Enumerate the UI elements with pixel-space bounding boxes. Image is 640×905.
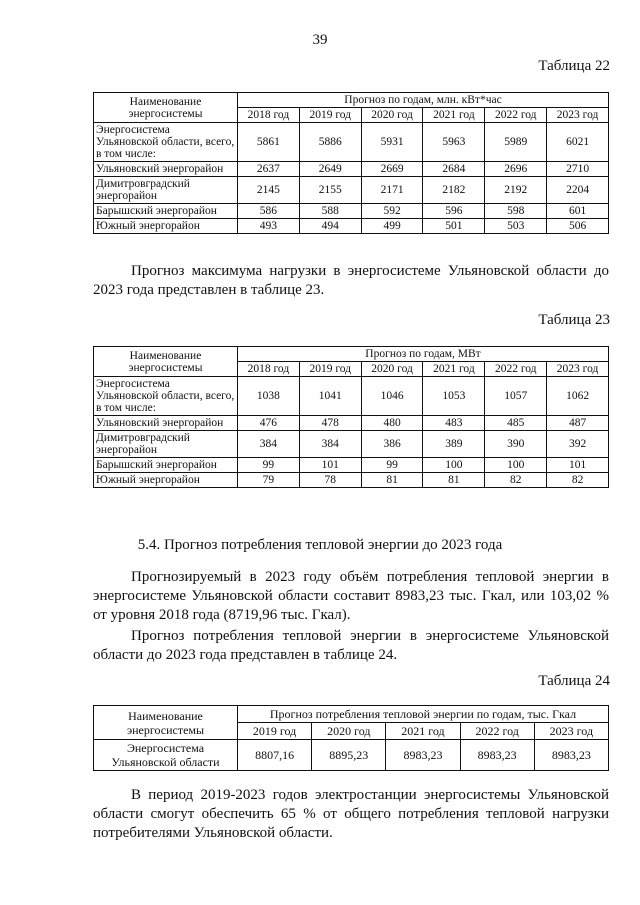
cell: 384 — [299, 431, 361, 458]
cell: 506 — [547, 219, 609, 234]
table-row — [94, 416, 609, 431]
table-row — [94, 204, 609, 219]
cell: 5861 — [238, 123, 300, 162]
cell: 480 — [361, 416, 423, 431]
table-row — [94, 219, 609, 234]
table-22 — [93, 92, 609, 234]
table-24 — [93, 705, 609, 771]
table-row — [94, 431, 609, 458]
cell: 503 — [485, 219, 547, 234]
cell: 392 — [547, 431, 609, 458]
table-22-group-header: Прогноз по годам, млн. кВт*час — [238, 93, 609, 108]
cell: 596 — [423, 204, 485, 219]
table-23-group-header: Прогноз по годам, МВт — [238, 347, 609, 362]
table-22-year: 2019 год — [299, 108, 361, 123]
cell: 5886 — [299, 123, 361, 162]
table-23-year: 2022 год — [485, 362, 547, 377]
table-23-caption: Таблица 23 — [538, 312, 610, 328]
table-22-name-header: Наименование энергосистемы — [94, 93, 238, 123]
row-name: Димитровградский энергорайон — [94, 177, 238, 204]
cell: 2204 — [547, 177, 609, 204]
table-22-year: 2023 год — [547, 108, 609, 123]
cell: 82 — [547, 473, 609, 488]
cell: 601 — [547, 204, 609, 219]
table-23-year: 2020 год — [361, 362, 423, 377]
table-24-year: 2019 год — [238, 723, 312, 740]
table-22-year: 2022 год — [485, 108, 547, 123]
cell: 1041 — [299, 377, 361, 416]
table-row — [94, 123, 609, 162]
cell: 1038 — [238, 377, 300, 416]
cell: 586 — [238, 204, 300, 219]
paragraph-heat-forecast: Прогнозируемый в 2023 году объём потребления тепловой энергии в энергосистеме Ульяновской области составит 8983,23 тыс. Гкал, или 103,02 % от уровня 2018 года (8719,96 тыс. Гкал). — [93, 569, 609, 623]
table-24-caption: Таблица 24 — [538, 673, 610, 689]
row-name: Энергосистема Ульяновской области, всего, в том числе: — [94, 377, 238, 416]
cell: 384 — [238, 431, 300, 458]
row-name: Барышский энергорайон — [94, 204, 238, 219]
cell: 2171 — [361, 177, 423, 204]
cell: 2696 — [485, 162, 547, 177]
table-23-year: 2021 год — [423, 362, 485, 377]
cell: 386 — [361, 431, 423, 458]
cell: 1057 — [485, 377, 547, 416]
table-23-year: 2018 год — [238, 362, 300, 377]
cell: 493 — [238, 219, 300, 234]
cell: 5931 — [361, 123, 423, 162]
table-row — [94, 162, 609, 177]
cell: 598 — [485, 204, 547, 219]
cell: 2710 — [547, 162, 609, 177]
paragraph-power-plants: В период 2019-2023 годов электростанции энергосистемы Ульяновской области смогут обеспечить 65 % от общего потребления тепловой нагрузки потребителями Ульяновской области. — [93, 787, 609, 841]
cell: 6021 — [547, 123, 609, 162]
cell: 101 — [547, 458, 609, 473]
cell: 5989 — [485, 123, 547, 162]
row-name: Ульяновский энергорайон — [94, 416, 238, 431]
table-24-year: 2020 год — [312, 723, 386, 740]
cell: 5963 — [423, 123, 485, 162]
cell: 499 — [361, 219, 423, 234]
cell: 8983,23 — [460, 740, 534, 771]
table-row — [94, 377, 609, 416]
table-22-year: 2020 год — [361, 108, 423, 123]
cell: 1062 — [547, 377, 609, 416]
table-row — [94, 458, 609, 473]
page-number: 39 — [312, 32, 328, 48]
cell: 78 — [299, 473, 361, 488]
cell: 2155 — [299, 177, 361, 204]
table-row — [94, 473, 609, 488]
table-23-year: 2023 год — [547, 362, 609, 377]
cell: 79 — [238, 473, 300, 488]
cell: 476 — [238, 416, 300, 431]
table-24-year: 2021 год — [386, 723, 460, 740]
cell: 2649 — [299, 162, 361, 177]
table-22-caption: Таблица 22 — [538, 58, 610, 74]
table-24-name-header: Наименование энергосистемы — [94, 706, 238, 740]
cell: 1053 — [423, 377, 485, 416]
table-24-group-header: Прогноз потребления тепловой энергии по годам, тыс. Гкал — [238, 706, 609, 723]
table-row — [94, 740, 609, 771]
cell: 485 — [485, 416, 547, 431]
cell: 99 — [238, 458, 300, 473]
cell: 389 — [423, 431, 485, 458]
table-24-year: 2023 год — [534, 723, 608, 740]
cell: 501 — [423, 219, 485, 234]
row-name: Барышский энергорайон — [94, 458, 238, 473]
cell: 588 — [299, 204, 361, 219]
cell: 2637 — [238, 162, 300, 177]
section-heading: 5.4. Прогноз потребления тепловой энергии до 2023 года — [137, 537, 503, 553]
cell: 2182 — [423, 177, 485, 204]
paragraph-table-reference: Прогноз потребления тепловой энергии в энергосистеме Ульяновской области до 2023 года представлен в таблице 24. — [93, 628, 609, 663]
cell: 2192 — [485, 177, 547, 204]
row-name: Энергосистема Ульяновской области, всего, в том числе: — [94, 123, 238, 162]
row-name: Энергосистема Ульяновской области — [94, 740, 238, 771]
table-22-year: 2018 год — [238, 108, 300, 123]
table-row — [94, 177, 609, 204]
cell: 483 — [423, 416, 485, 431]
cell: 81 — [423, 473, 485, 488]
cell: 1046 — [361, 377, 423, 416]
cell: 2145 — [238, 177, 300, 204]
table-23 — [93, 346, 609, 488]
cell: 8807,16 — [238, 740, 312, 771]
cell: 592 — [361, 204, 423, 219]
paragraph-load-forecast: Прогноз максимума нагрузки в энергосистеме Ульяновской области до 2023 года представлен в таблице 23. — [93, 263, 609, 298]
row-name: Ульяновский энергорайон — [94, 162, 238, 177]
cell: 101 — [299, 458, 361, 473]
row-name: Южный энергорайон — [94, 219, 238, 234]
cell: 82 — [485, 473, 547, 488]
row-name: Димитровградский энергорайон — [94, 431, 238, 458]
table-23-name-header: Наименование энергосистемы — [94, 347, 238, 377]
cell: 487 — [547, 416, 609, 431]
cell: 2684 — [423, 162, 485, 177]
cell: 478 — [299, 416, 361, 431]
cell: 8983,23 — [386, 740, 460, 771]
table-24-year: 2022 год — [460, 723, 534, 740]
row-name: Южный энергорайон — [94, 473, 238, 488]
cell: 81 — [361, 473, 423, 488]
cell: 99 — [361, 458, 423, 473]
cell: 8895,23 — [312, 740, 386, 771]
cell: 8983,23 — [534, 740, 608, 771]
table-22-year: 2021 год — [423, 108, 485, 123]
cell: 100 — [485, 458, 547, 473]
table-23-year: 2019 год — [299, 362, 361, 377]
cell: 390 — [485, 431, 547, 458]
cell: 100 — [423, 458, 485, 473]
cell: 2669 — [361, 162, 423, 177]
cell: 494 — [299, 219, 361, 234]
